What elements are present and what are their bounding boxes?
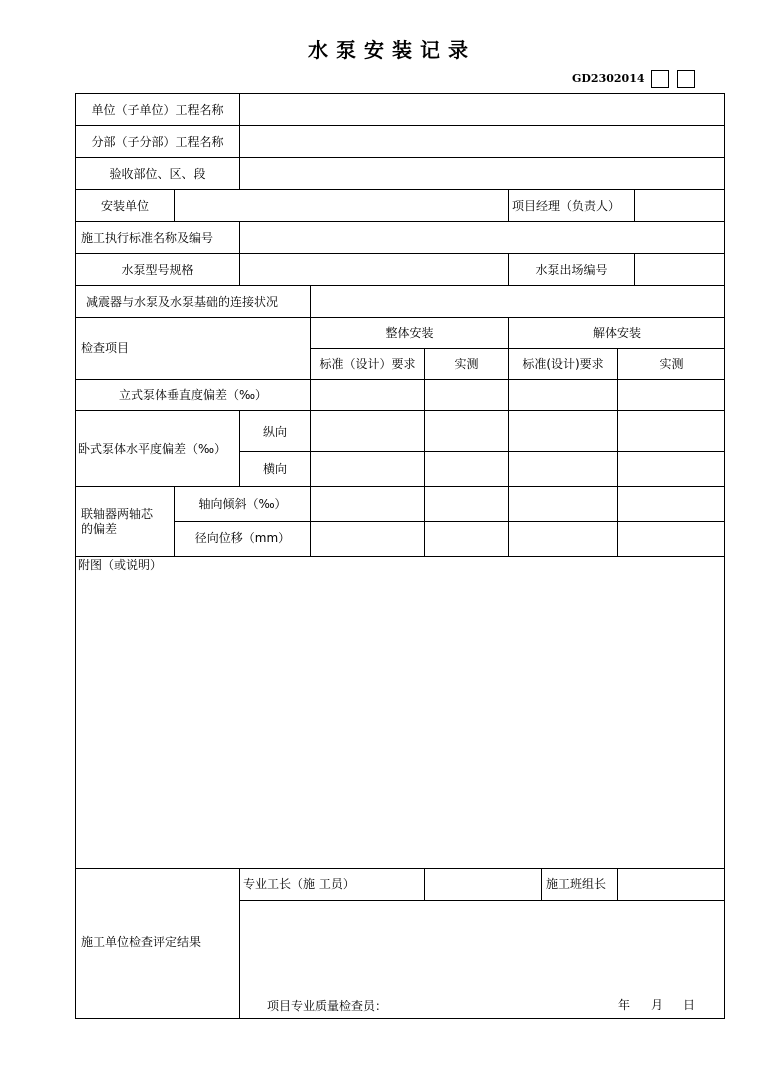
header-disassembled-install: 解体安装: [592, 326, 641, 340]
label-foreman: 专业工长（施 工员）: [243, 877, 355, 891]
label-pump-serial: 水泵出场编号: [535, 263, 608, 277]
label-attachment: 附图（或说明）: [78, 558, 163, 572]
label-installer: 安装单位: [100, 199, 149, 213]
label-vertical-pump: 立式泵体垂直度偏差（‰）: [118, 388, 268, 402]
header-std-req-overall: 标准（设计）要求: [319, 357, 416, 371]
label-longitudinal: 纵向: [262, 425, 287, 439]
label-team-leader: 施工班组长: [546, 877, 607, 891]
label-unit-project-name: 单位（子单位）工程名称: [91, 103, 224, 117]
label-axial-tilt: 轴向倾斜（‰）: [198, 497, 287, 511]
label-month: 月: [651, 998, 664, 1012]
label-horizontal-pump: 卧式泵体水平度偏差（‰）: [78, 442, 227, 456]
label-project-manager: 项目经理（负责人）: [512, 199, 621, 213]
label-acceptance-location: 验收部位、区、段: [109, 167, 206, 181]
label-coupling-line1: 联轴器两轴芯: [81, 507, 154, 521]
label-transverse: 横向: [262, 462, 287, 476]
label-construction-result: 施工单位检查评定结果: [81, 935, 202, 949]
label-day: 日: [683, 998, 696, 1012]
label-year: 年: [618, 998, 631, 1012]
label-pump-model: 水泵型号规格: [121, 263, 194, 277]
label-inspection-item: 检查项目: [81, 341, 130, 355]
label-coupling-line2: 的偏差: [81, 522, 118, 536]
header-measured-disassembled: 实测: [659, 357, 684, 371]
label-damper-connection: 减震器与水泵及水泵基础的连接状况: [86, 295, 279, 309]
page-title: 水泵安装记录: [308, 38, 476, 62]
header-overall-install: 整体安装: [385, 326, 434, 340]
label-standard-name: 施工执行标准名称及编号: [81, 231, 214, 245]
label-radial-displacement: 径向位移（mm）: [194, 531, 291, 545]
form-code: GD2302014: [572, 72, 645, 85]
header-std-req-disassembled: 标准(设计)要求: [522, 357, 604, 371]
header-measured-overall: 实测: [454, 357, 479, 371]
label-quality-inspector: 项目专业质量检查员：: [267, 999, 388, 1013]
label-sub-project-name: 分部（子分部）工程名称: [91, 135, 224, 149]
